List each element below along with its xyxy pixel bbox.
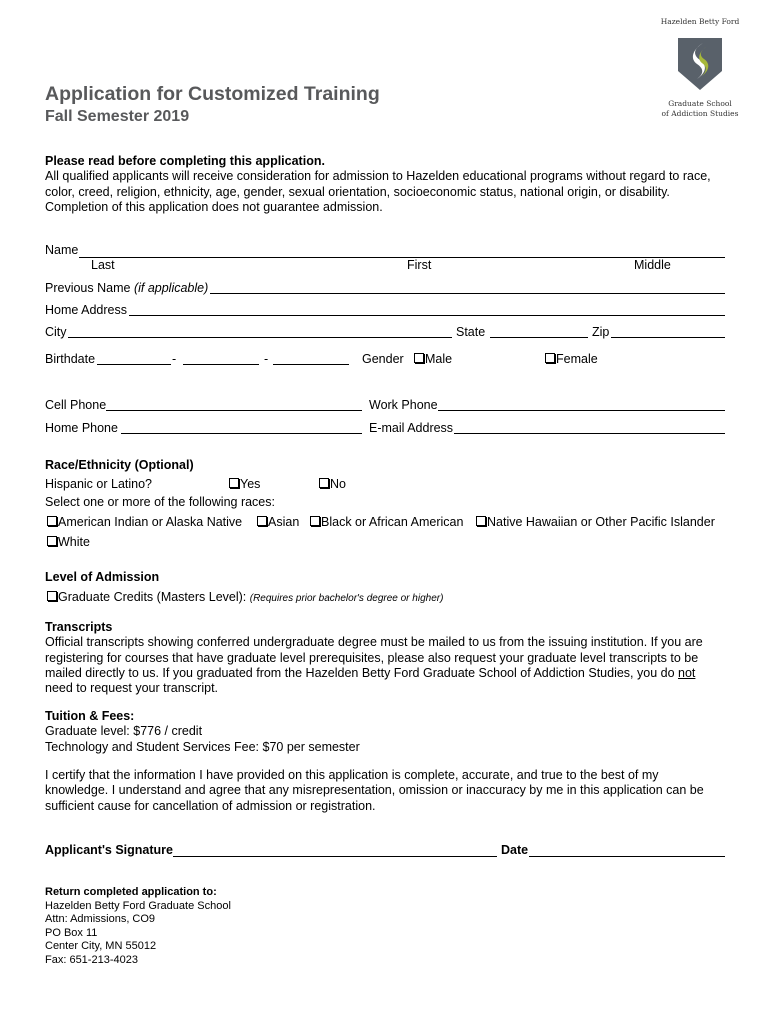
race-option-label: White	[58, 535, 90, 549]
birthdate-dash-2: -	[264, 352, 269, 366]
date-label: Date	[501, 843, 529, 857]
race-option-checkbox[interactable]	[310, 515, 463, 529]
first-label: First	[407, 258, 432, 272]
certify-section	[45, 768, 735, 814]
logo-line-1: Graduate School	[668, 99, 732, 108]
work-phone-label: Work Phone	[369, 398, 438, 412]
certify-line-2: knowledge. I understand and agree that any misrepresentation, omission or inaccuracy by me in this application can be	[45, 783, 704, 798]
home-address-label: Home Address	[45, 303, 127, 317]
male-label: Male	[425, 352, 453, 366]
tuition-section	[45, 709, 735, 755]
hispanic-label: Hispanic or Latino?	[45, 477, 153, 491]
transcripts-line-2: registering for courses that have graduate level prerequisites, please also request your graduate level transcripts to be	[45, 650, 699, 665]
home-phone-label: Home Phone	[45, 421, 118, 435]
graduate-credits-label: Graduate Credits (Masters Level):	[58, 590, 247, 604]
birth-year-field[interactable]	[273, 364, 349, 365]
middle-label: Middle	[634, 258, 671, 272]
graduate-credits-box[interactable]	[47, 591, 57, 601]
intro-heading: Please read before completing this application.	[45, 154, 325, 168]
race-option-checkbox[interactable]	[47, 515, 242, 529]
race-option-label: Native Hawaiian or Other Pacific Islander	[487, 515, 715, 529]
previous-name-label	[45, 281, 208, 295]
signature-field[interactable]	[173, 856, 497, 857]
birth-month-field[interactable]	[97, 364, 171, 365]
race-option-checkbox[interactable]	[47, 535, 90, 549]
race-option-box[interactable]	[47, 536, 57, 546]
email-field[interactable]	[454, 433, 725, 434]
race-option-checkbox[interactable]	[476, 515, 715, 529]
tuition-tech-fee: Technology and Student Services Fee: $70 per semester	[45, 739, 360, 754]
female-label: Female	[556, 352, 598, 366]
hispanic-yes-label: Yes	[240, 477, 261, 491]
cell-phone-field[interactable]	[106, 410, 362, 411]
male-checkbox[interactable]	[414, 352, 452, 366]
male-box[interactable]	[414, 353, 424, 363]
hispanic-yes-box[interactable]	[229, 478, 239, 488]
transcripts-section	[45, 620, 735, 696]
race-option-checkbox[interactable]	[257, 515, 299, 529]
last-label: Last	[91, 258, 115, 272]
intro-section	[45, 154, 735, 215]
email-label: E-mail Address	[369, 421, 454, 435]
hispanic-yes-checkbox[interactable]	[229, 477, 260, 491]
birth-day-field[interactable]	[183, 364, 259, 365]
transcripts-line-3: mailed directly to us. If you graduated from the Hazelden Betty Ford Graduate School of Addiction Studies, you do	[45, 665, 675, 680]
return-line: Attn: Admissions, CO9	[45, 913, 156, 926]
date-field[interactable]	[529, 856, 725, 857]
intro-line-1: All qualified applicants will receive consideration for admission to Hazelden educational programs without regard to race,	[45, 169, 711, 184]
intro-line-3: Completion of this application does not guarantee admission.	[45, 199, 383, 214]
female-checkbox[interactable]	[545, 352, 598, 366]
race-option-box[interactable]	[310, 516, 320, 526]
race-option-box[interactable]	[257, 516, 267, 526]
return-heading: Return completed application to:	[45, 886, 217, 898]
admission-heading: Level of Admission	[45, 570, 160, 584]
name-label: Name	[45, 243, 79, 257]
gender-label: Gender	[362, 352, 404, 366]
birthdate-dash-1: -	[172, 352, 177, 366]
shield-logo-icon	[675, 35, 725, 93]
zip-label: Zip	[592, 325, 610, 339]
city-label: City	[45, 325, 67, 339]
home-address-field[interactable]	[129, 315, 725, 316]
state-label: State	[456, 325, 486, 339]
logo-line-2: of Addiction Studies	[661, 109, 739, 118]
logo-bottom-text	[655, 99, 745, 119]
race-select-prompt: Select one or more of the following races:	[45, 495, 275, 509]
previous-name-field[interactable]	[210, 293, 725, 294]
home-phone-field[interactable]	[121, 433, 362, 434]
race-option-label: Black or African American	[321, 515, 464, 529]
city-field[interactable]	[68, 337, 452, 338]
transcripts-line-3-wrap	[45, 666, 735, 681]
work-phone-field[interactable]	[438, 410, 725, 411]
transcripts-line-1: Official transcripts showing conferred undergraduate degree must be mailed to us from the issuing institution. If you are	[45, 635, 703, 650]
graduate-credits-checkbox[interactable]	[47, 590, 443, 604]
certify-line-3: sufficient cause for cancellation of admission or registration.	[45, 798, 376, 813]
race-option-label: Asian	[268, 515, 300, 529]
race-heading: Race/Ethnicity (Optional)	[45, 458, 194, 472]
zip-field[interactable]	[611, 337, 725, 338]
certify-line-1: I certify that the information I have provided on this application is complete, accurate, and true to the best of my	[45, 768, 659, 782]
race-option-box[interactable]	[476, 516, 486, 526]
admission-note: (Requires prior bachelor's degree or higher)	[249, 593, 444, 604]
race-option-label: American Indian or Alaska Native	[58, 515, 243, 529]
transcripts-line-4: need to request your transcript.	[45, 681, 219, 696]
signature-label: Applicant's Signature	[45, 843, 173, 857]
transcripts-heading: Transcripts	[45, 620, 113, 634]
birthdate-label: Birthdate	[45, 352, 96, 366]
page-subtitle: Fall Semester 2019	[45, 108, 190, 125]
return-line: Hazelden Betty Ford Graduate School	[45, 899, 231, 912]
logo-top-text: Hazelden Betty Ford	[660, 17, 740, 26]
hispanic-no-label: No	[330, 477, 346, 491]
state-field[interactable]	[490, 337, 588, 338]
return-line: Fax: 651-213-4023	[45, 953, 138, 966]
tuition-heading: Tuition & Fees:	[45, 709, 135, 723]
tuition-graduate: Graduate level: $776 / credit	[45, 724, 203, 739]
return-line: Center City, MN 55012	[45, 940, 157, 953]
return-address	[45, 886, 231, 968]
hispanic-no-box[interactable]	[319, 478, 329, 488]
hispanic-no-checkbox[interactable]	[319, 477, 346, 491]
cell-phone-label: Cell Phone	[45, 398, 107, 412]
intro-line-2: color, creed, religion, ethnicity, age, gender, sexual orientation, socioeconomic status, national origin, or disability.	[45, 184, 670, 199]
previous-name-text: Previous Name	[45, 281, 131, 295]
if-applicable-note: (if applicable)	[133, 281, 209, 295]
transcripts-not: not	[678, 665, 696, 680]
female-box[interactable]	[545, 353, 555, 363]
page-title: Application for Customized Training	[45, 83, 380, 105]
return-line: PO Box 11	[45, 926, 98, 939]
name-field[interactable]	[79, 257, 725, 258]
race-option-box[interactable]	[47, 516, 57, 526]
